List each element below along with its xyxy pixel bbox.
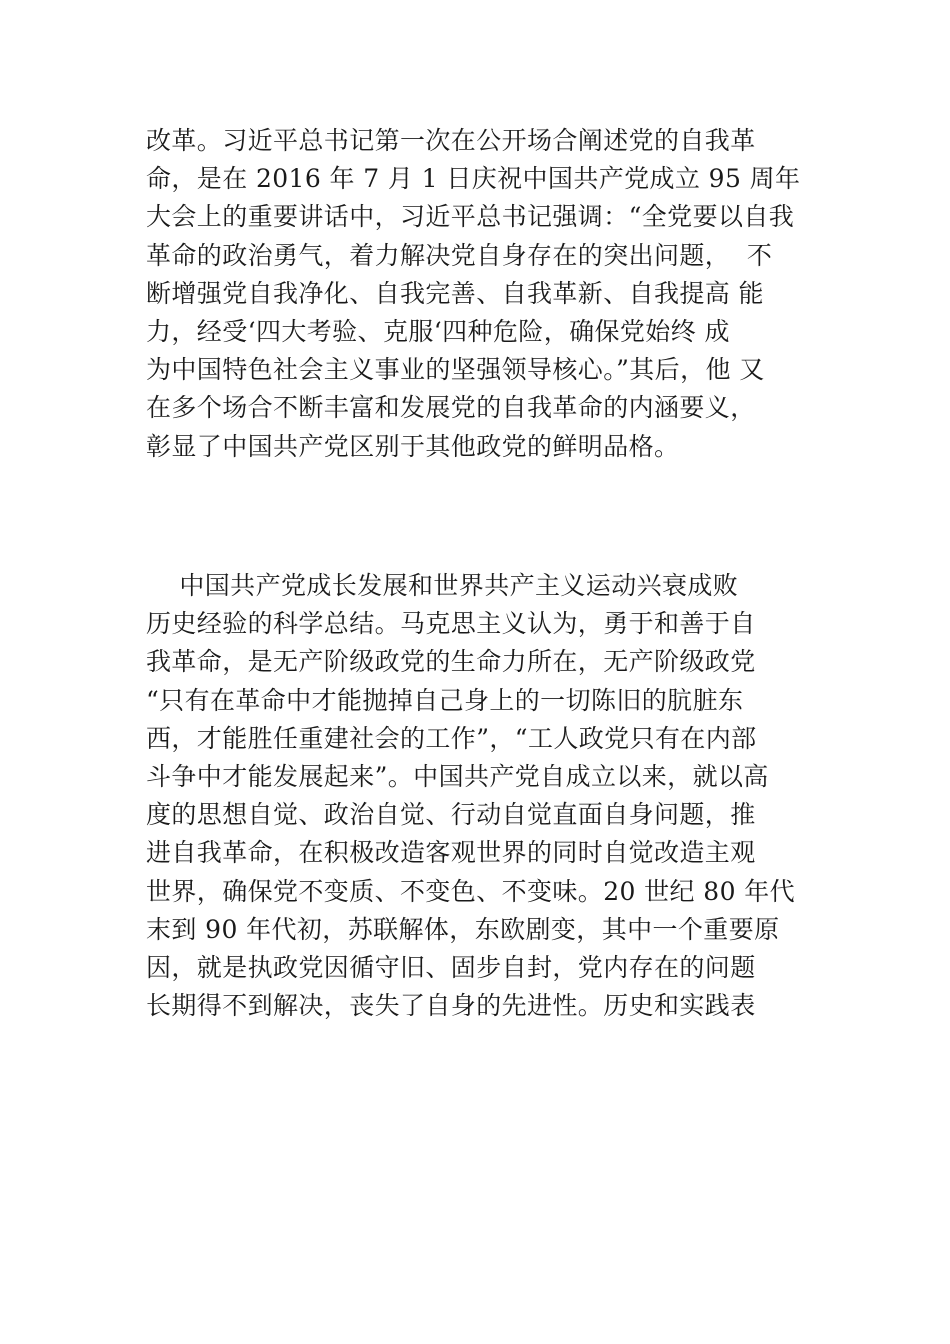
text-line: 大会上的重要讲话中，习近平总书记强调：“全党要以自我 [146,202,795,232]
text-line: 进自我革命，在积极改造客观世界的同时自觉改造主观 [146,838,756,868]
paragraph-1 [146,122,846,466]
text-line: 因，就是执政党因循守旧、固步自封，党内存在的问题 [146,952,756,982]
paragraph-2 [146,567,846,1025]
text-line: 命，是在 2016 年 7 月 1 日庆祝中国共产党成立 95 周年 [146,164,801,194]
text-line: 力，经受‘四大考验、克服‘四种危险，确保党始终 成 [146,316,730,346]
text-line: 改革。习近平总书记第一次在公开场合阐述党的自我革 [146,126,756,155]
text-line: 彰显了中国共产党区别于其他政党的鲜明品格。 [146,431,680,461]
text-line: 断增强党自我净化、自我完善、自我革新、自我提高 能 [146,278,764,308]
text-line: “只有在革命中才能抛掉自己身上的一切陈旧的肮脏东 [146,685,744,715]
text-line: 中国共产党成长发展和世界共产主义运动兴衰成败 [146,571,739,600]
text-line: 我革命，是无产阶级政党的生命力所在，无产阶级政党 [146,647,756,677]
text-line: 革命的政治勇气，着力解决党自身存在的突出问题， 不 [146,240,773,270]
text-line: 度的思想自觉、政治自觉、行动自觉直面自身问题，推 [146,800,756,830]
text-line: 西，才能胜任重建社会的工作”，“工人政党只有在内部 [146,723,757,753]
text-line: 在多个场合不断丰富和发展党的自我革命的内涵要义， [146,393,756,423]
text-line: 世界，确保党不变质、不变色、不变味。20 世纪 80 年代 [146,876,796,906]
text-line: 长期得不到解决，丧失了自身的先进性。历史和实践表 [146,991,756,1021]
text-line: 末到 90 年代初，苏联解体，东欧剧变，其中一个重要原 [146,914,780,944]
text-line: 斗争中才能发展起来”。中国共产党自成立以来，就以高 [146,761,769,791]
text-line: 为中国特色社会主义事业的坚强领导核心。”其后，他 又 [146,355,765,385]
text-line: 历史经验的科学总结。马克思主义认为，勇于和善于自 [146,609,756,639]
